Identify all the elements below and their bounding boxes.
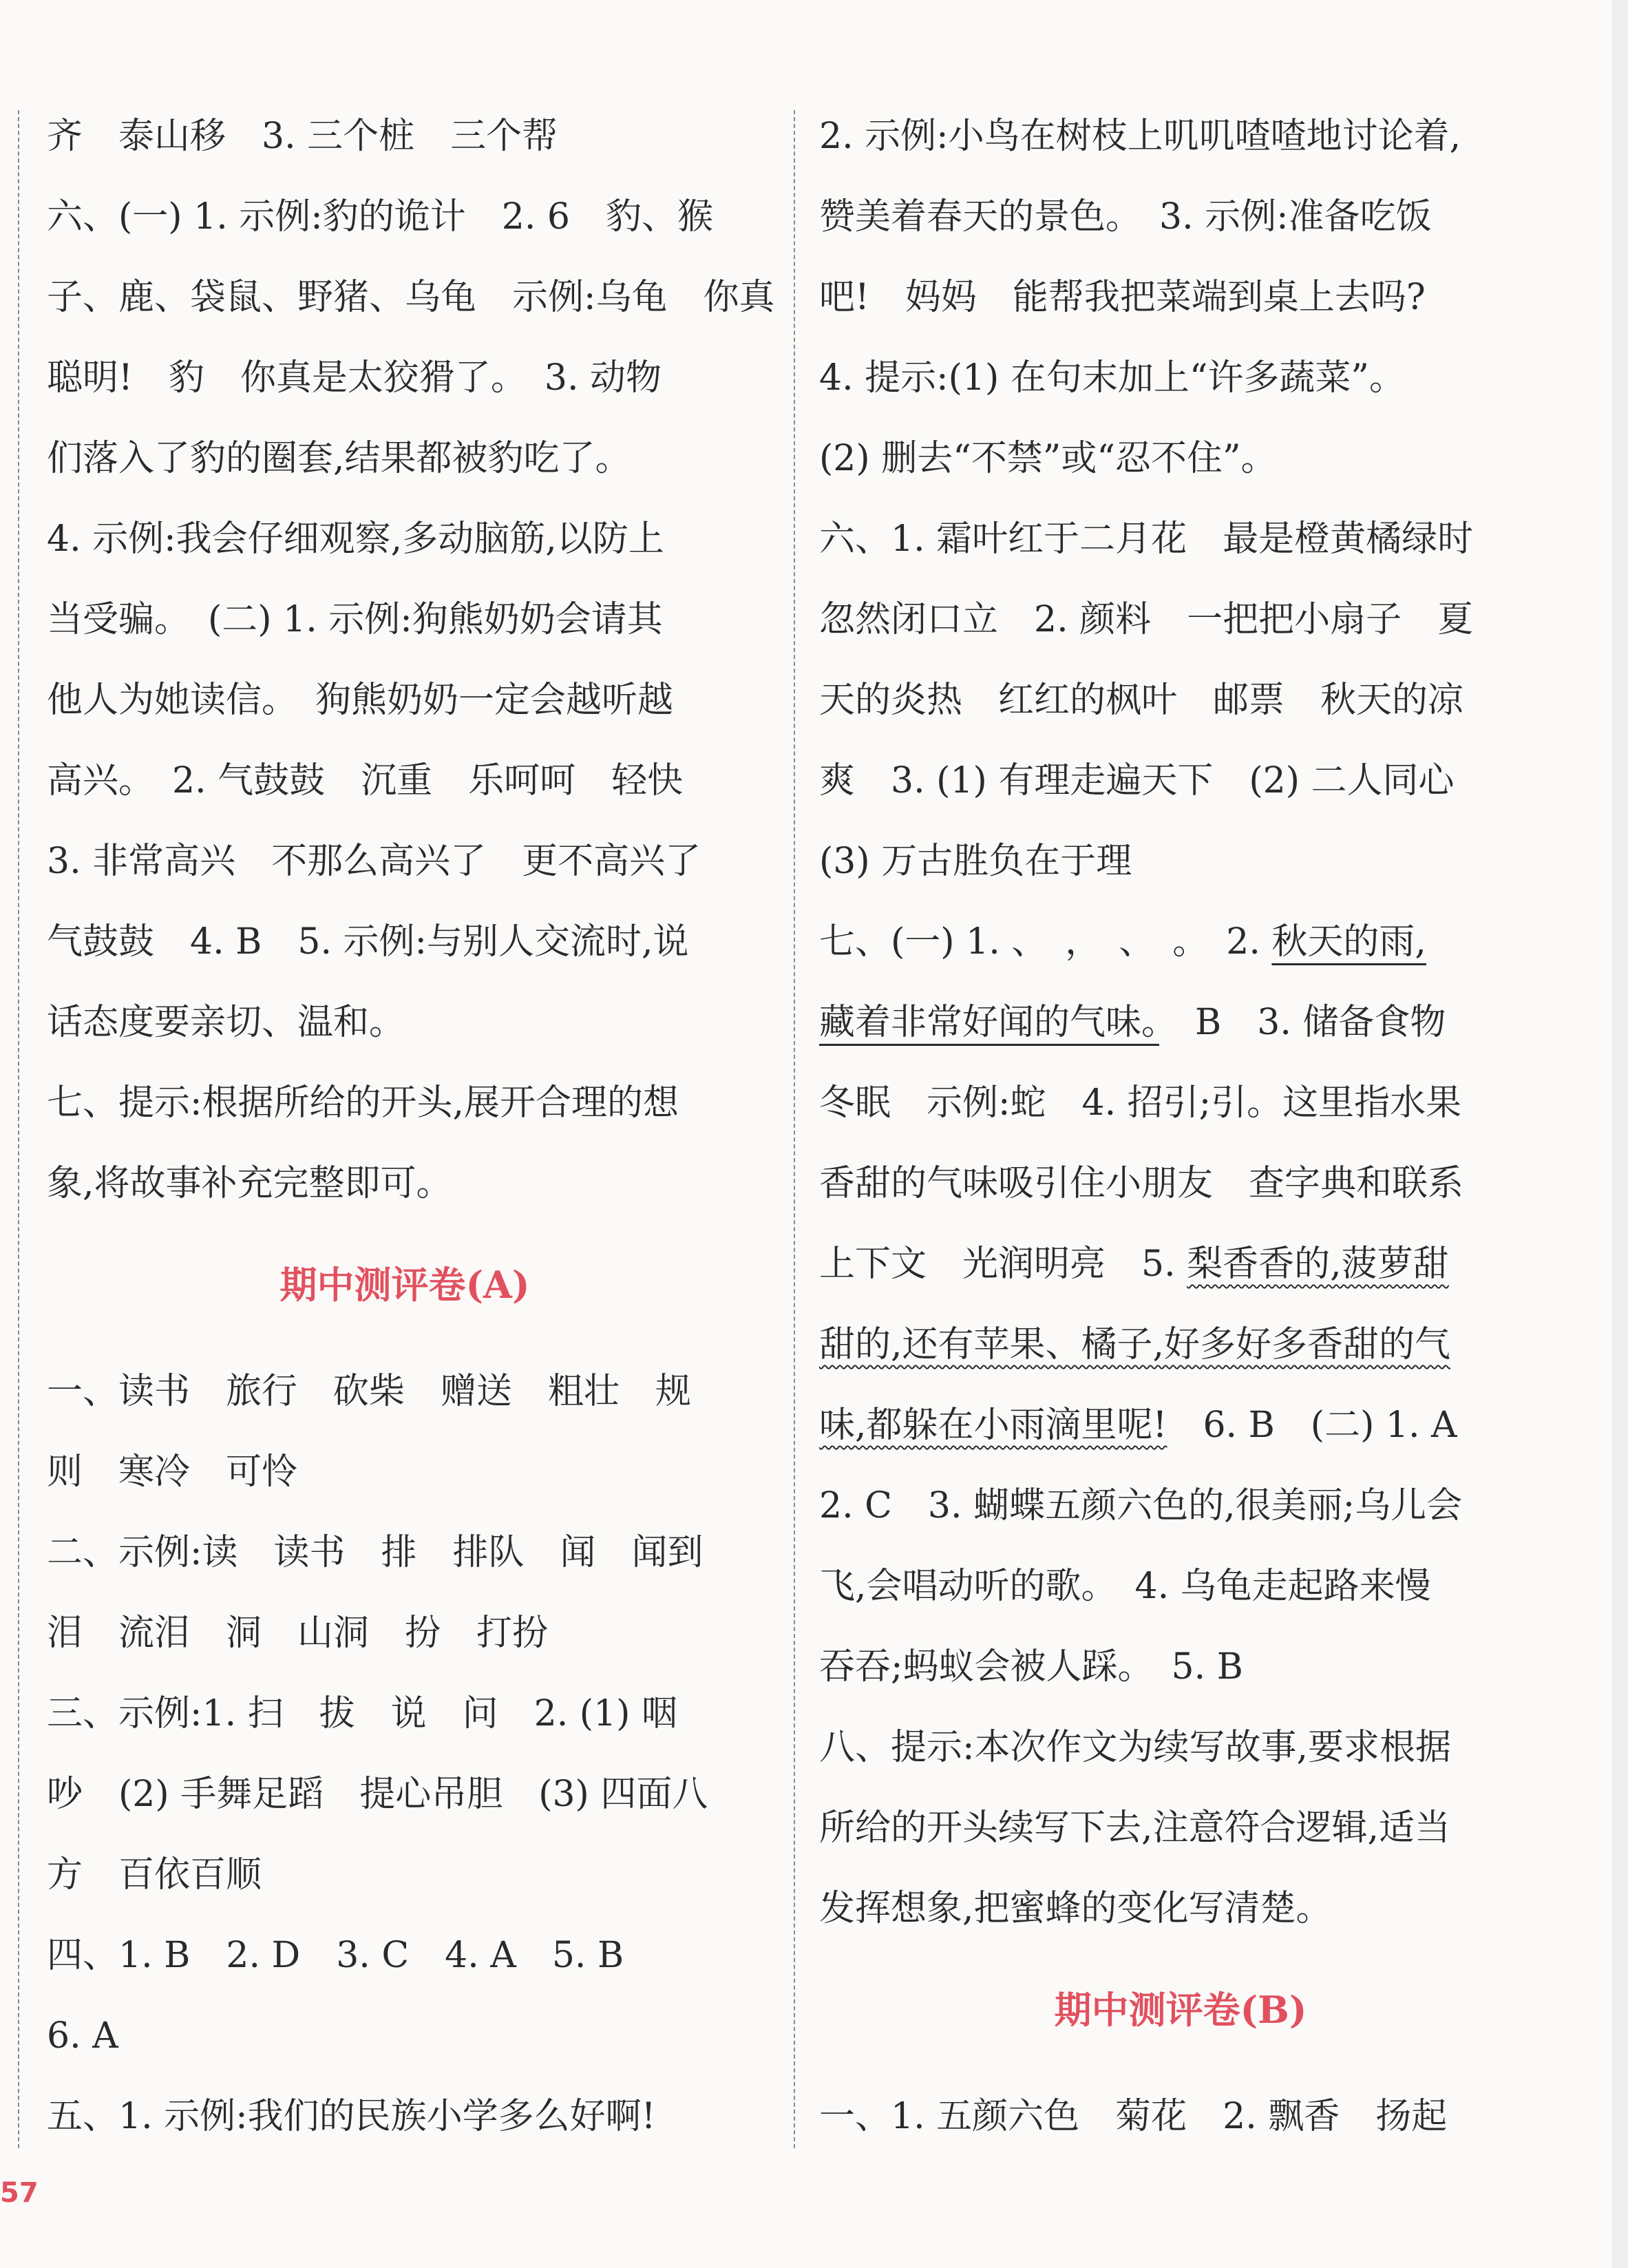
section-heading-a: 期中测评卷(A): [279, 1263, 530, 1307]
answer-line: (2) 删去“不禁”或“忍不住”。: [819, 438, 1277, 479]
answer-line: 六、1. 霜叶红于二月花 最是橙黄橘绿时: [819, 518, 1474, 560]
answer-line: 当受骗。 (二) 1. 示例:狗熊奶奶会请其: [47, 599, 663, 640]
answer-line: [819, 1305, 1542, 1385]
answer-line: 2. 示例:小鸟在树枝上叽叽喳喳地讨论着,: [819, 116, 1461, 157]
answer-line: 4. 提示:(1) 在句末加上“许多蔬菜”。: [819, 357, 1406, 399]
answer-line: 飞,会唱动听的歌。 4. 乌龟走起路来慢: [819, 1566, 1431, 1607]
answer-line: 天的炎热 红红的枫叶 邮票 秋天的凉: [819, 680, 1464, 721]
answer-line: 发挥想象,把蜜蜂的变化写清楚。: [819, 1888, 1332, 1929]
answer-line: 方 百依百顺: [47, 1854, 262, 1896]
answer-line: 子、鹿、袋鼠、野猪、乌龟 示例:乌龟 你真: [47, 277, 775, 318]
right-column: [819, 96, 1542, 2157]
page-number: 57: [0, 2177, 39, 2209]
left-margin-rule: [18, 110, 19, 2148]
underlined-answer: 秋天的雨,: [1271, 921, 1426, 963]
answer-line: 所给的开头续写下去,注意符合逻辑,适当: [819, 1807, 1451, 1849]
q7-after: B 3. 储备食物: [1159, 1002, 1446, 1043]
answer-line: 6. A: [47, 2015, 118, 2057]
answer-line: 一、读书 旅行 砍柴 赠送 粗壮 规: [47, 1371, 692, 1412]
answer-line: [819, 1224, 1542, 1305]
wavy-underlined-answer: 梨香香的,菠萝甜: [1187, 1243, 1449, 1285]
answer-line: 气鼓鼓 4. B 5. 示例:与别人交流时,说: [47, 921, 689, 963]
answer-line: 七、提示:根据所给的开头,展开合理的想: [47, 1082, 679, 1124]
answer-line: 们落入了豹的圈套,结果都被豹吃了。: [47, 438, 631, 479]
column-divider: [794, 110, 795, 2148]
answer-line: 三、示例:1. 扫 拔 说 问 2. (1) 咽: [47, 1693, 677, 1734]
answer-line: 五、1. 示例:我们的民族小学多么好啊!: [47, 2096, 656, 2137]
section-heading-b: 期中测评卷(B): [1054, 1988, 1307, 2032]
q5-after: 6. B (二) 1. A: [1167, 1405, 1457, 1446]
left-column: [47, 96, 775, 2157]
answer-line: 3. 非常高兴 不那么高兴了 更不高兴了: [47, 841, 701, 882]
answer-line: 爽 3. (1) 有理走遍天下 (2) 二人同心: [819, 760, 1455, 801]
answer-line: 一、1. 五颜六色 菊花 2. 飘香 扬起: [819, 2096, 1448, 2137]
answer-line: [819, 1385, 1542, 1466]
answer-line: 吵 (2) 手舞足蹈 提心吊胆 (3) 四面八: [47, 1774, 708, 1815]
answer-line: 六、(一) 1. 示例:豹的诡计 2. 6 豹、猴: [47, 196, 713, 238]
wavy-underlined-answer: 甜的,还有苹果、橘子,好多好多香甜的气: [819, 1324, 1451, 1365]
answer-line: 他人为她读信。 狗熊奶奶一定会越听越: [47, 680, 674, 721]
answer-line: 冬眠 示例:蛇 4. 招引;引。这里指水果: [819, 1082, 1462, 1124]
answer-line: 二、示例:读 读书 排 排队 闻 闻到: [47, 1532, 704, 1573]
answer-line: 赞美着春天的景色。 3. 示例:准备吃饭: [819, 196, 1432, 238]
answer-line: 吞吞;蚂蚁会被人踩。 5. B: [819, 1646, 1243, 1688]
answer-line: 吧! 妈妈 能帮我把菜端到桌上去吗?: [819, 277, 1426, 318]
underlined-answer: 藏着非常好闻的气味。: [819, 1002, 1160, 1043]
answer-line: (3) 万古胜负在于理: [819, 841, 1132, 882]
answer-line: 话态度要亲切、温和。: [47, 1002, 405, 1043]
q7-prefix: 七、(一) 1. 、 ， 、 。 2.: [819, 921, 1272, 963]
wavy-underlined-answer: 味,都躲在小雨滴里呢!: [819, 1405, 1167, 1446]
answer-line: 齐 泰山移 3. 三个桩 三个帮: [47, 116, 558, 157]
answer-line: 忽然闭口立 2. 颜料 一把把小扇子 夏: [819, 599, 1474, 640]
answer-line: [819, 983, 1542, 1063]
answer-line: 4. 示例:我会仔细观察,多动脑筋,以防上: [47, 518, 664, 560]
answer-line: 则 寒冷 可怜: [47, 1451, 298, 1493]
page-edge: [1612, 0, 1628, 2268]
answer-line: 八、提示:本次作文为续写故事,要求根据: [819, 1727, 1452, 1768]
answer-line: 聪明! 豹 你真是太狡猾了。 3. 动物: [47, 357, 662, 399]
answer-line: 泪 流泪 洞 山洞 扮 打扮: [47, 1613, 549, 1654]
answer-line: 2. C 3. 蝴蝶五颜六色的,很美丽;乌儿会: [819, 1485, 1463, 1526]
answer-line: 高兴。 2. 气鼓鼓 沉重 乐呵呵 轻快: [47, 760, 684, 801]
answer-line: 四、1. B 2. D 3. C 4. A 5. B: [47, 1935, 624, 1976]
answer-line: 象,将故事补充完整即可。: [47, 1163, 452, 1204]
answer-line: [819, 902, 1542, 983]
answer-line: 香甜的气味吸引住小朋友 查字典和联系: [819, 1163, 1464, 1204]
q5-prefix: 上下文 光润明亮 5.: [819, 1243, 1187, 1285]
